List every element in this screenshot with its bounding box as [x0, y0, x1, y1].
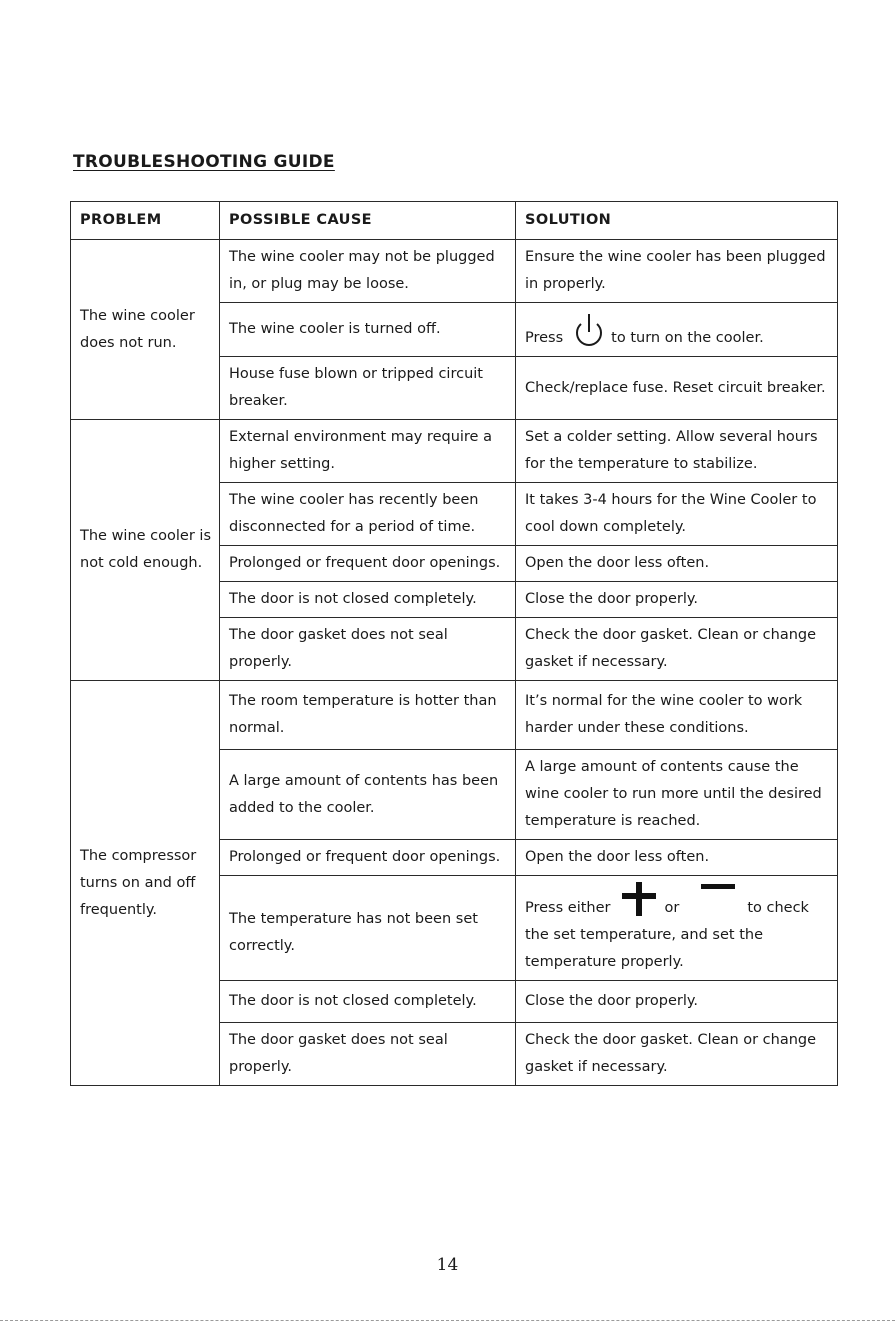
solution-cell: Open the door less often. [516, 546, 838, 582]
solution-cell: Open the door less often. [516, 840, 838, 876]
cause-cell: Prolonged or frequent door openings. [220, 840, 516, 876]
cause-cell: The door gasket does not seal properly. [220, 618, 516, 681]
header-problem: PROBLEM [71, 202, 220, 240]
solution-cell: It’s normal for the wine cooler to work harder under these conditions. [516, 681, 838, 750]
cause-cell: A large amount of contents has been added to the cooler. [220, 750, 516, 840]
plus-icon [620, 880, 658, 918]
minus-icon [699, 880, 737, 918]
page-number: 14 [436, 1255, 459, 1275]
solution-text: Press [525, 330, 564, 346]
solution-cell: Check the door gasket. Clean or change gasket if necessary. [516, 618, 838, 681]
solution-cell [516, 876, 838, 981]
table-row [71, 240, 838, 303]
solution-cell: Set a colder setting. Allow several hours for the temperature to stabilize. [516, 420, 838, 483]
solution-cell: Ensure the wine cooler has been plugged in properly. [516, 240, 838, 303]
power-icon [571, 312, 607, 352]
header-solution: SOLUTION [516, 202, 838, 240]
cause-cell: The temperature has not been set correctly. [220, 876, 516, 981]
cause-cell: Prolonged or frequent door openings. [220, 546, 516, 582]
cause-cell: House fuse blown or tripped circuit breaker. [220, 357, 516, 420]
cause-cell: External environment may require a higher setting. [220, 420, 516, 483]
solution-text: to turn on the cooler. [611, 330, 764, 346]
solution-cell: Check the door gasket. Clean or change gasket if necessary. [516, 1023, 838, 1086]
page-bottom-divider [0, 1320, 895, 1321]
solution-cell [516, 303, 838, 357]
solution-cell: Check/replace fuse. Reset circuit breaker. [516, 357, 838, 420]
cause-cell: The wine cooler has recently been disconnected for a period of time. [220, 483, 516, 546]
solution-cell: A large amount of contents cause the wine cooler to run more until the desired temperature is reached. [516, 750, 838, 840]
solution-text: or [664, 900, 680, 916]
cause-cell: The door is not closed completely. [220, 582, 516, 618]
cause-cell: The door is not closed completely. [220, 981, 516, 1023]
page-title: TROUBLESHOOTING GUIDE [73, 152, 335, 172]
problem-cell: The wine cooler does not run. [71, 240, 220, 420]
cause-cell: The wine cooler may not be plugged in, or plug may be loose. [220, 240, 516, 303]
cause-cell: The door gasket does not seal properly. [220, 1023, 516, 1086]
table-row [71, 681, 838, 750]
header-possible-cause: POSSIBLE CAUSE [220, 202, 516, 240]
solution-cell: It takes 3-4 hours for the Wine Cooler to cool down completely. [516, 483, 838, 546]
table-row [71, 420, 838, 483]
solution-cell: Close the door properly. [516, 981, 838, 1023]
table-header-row [71, 202, 838, 240]
cause-cell: The wine cooler is turned off. [220, 303, 516, 357]
solution-cell: Close the door properly. [516, 582, 838, 618]
solution-text: Press either [525, 900, 611, 916]
solution-text: to check the set temperature, and set the temperature properly. [525, 900, 809, 970]
cause-cell: The room temperature is hotter than normal. [220, 681, 516, 750]
troubleshooting-table [70, 201, 838, 1086]
problem-cell: The wine cooler is not cold enough. [71, 420, 220, 681]
problem-cell: The compressor turns on and off frequently. [71, 681, 220, 1086]
